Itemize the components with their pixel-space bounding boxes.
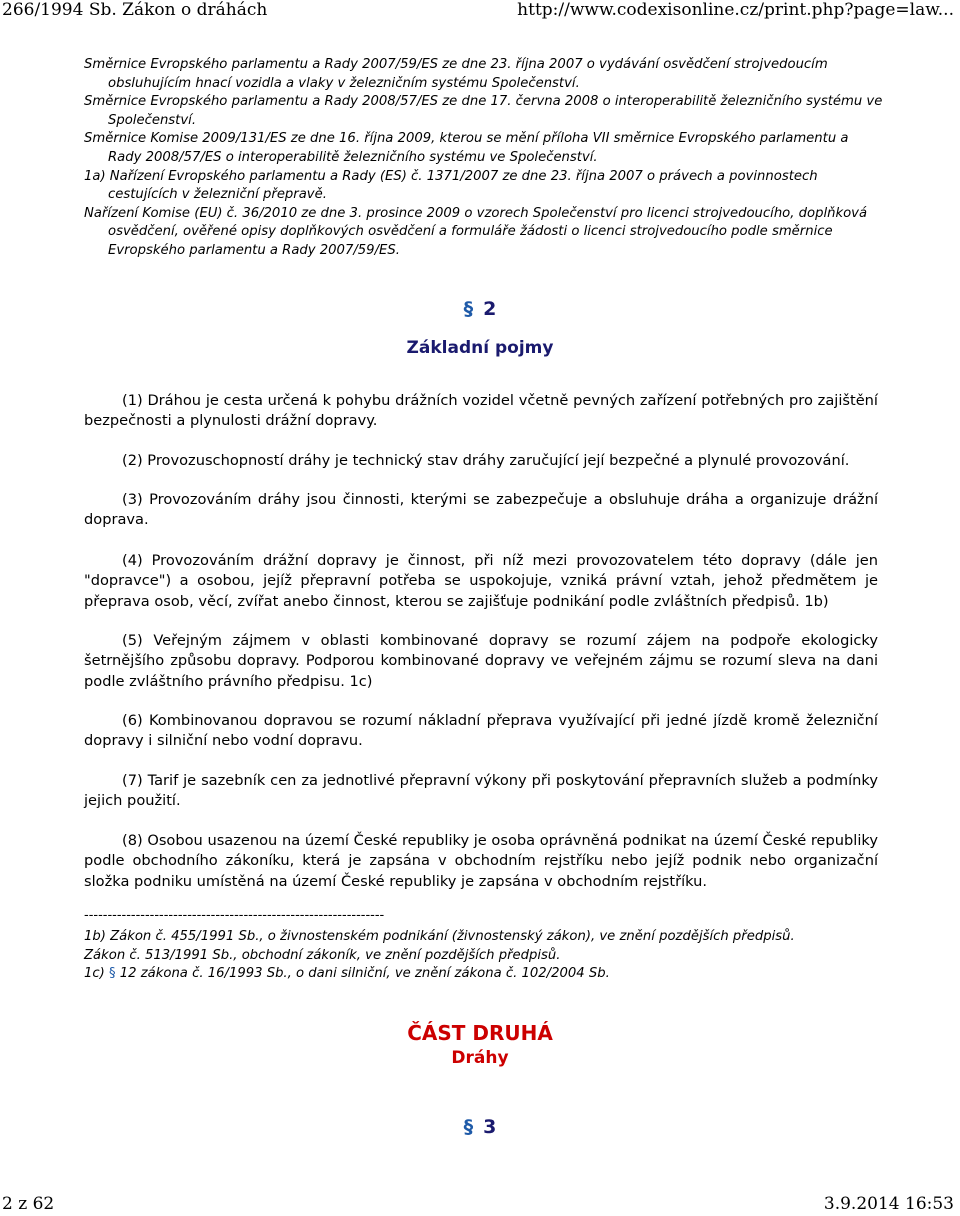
paragraph-2: (2) Provozuschopností dráhy je technický stav dráhy zaručující její bezpečné a plynulé provozování.	[122, 452, 850, 469]
reference-item: 1a) Nařízení Evropského parlamentu a Rady (ES) č. 1371/2007 ze dne 23. října 2007 o právech a povinnostech cestujících v železniční přepravě.	[84, 168, 818, 203]
references-list	[84, 56, 884, 261]
paragraph-5: (5) Veřejným zájmem v oblasti kombinované dopravy se rozumí zájem na podpoře ekologicky šetrnějšího způsobu dopravy. Podporou kombinované dopravy ve veřejném zájmu se rozumí sleva na dani podle zvláštního právního předpisu. 1c)	[84, 632, 878, 690]
print-page-count: 2 z 62	[2, 1194, 55, 1214]
footnotes-list	[84, 928, 884, 984]
footnote-text: 12 zákona č. 16/1993 Sb., o dani silniční, ve znění zákona č. 102/2004 Sb.	[115, 966, 610, 982]
paragraph-7: (7) Tarif je sazebník cen za jednotlivé přepravní výkony při poskytování přepravních služeb a podmínky jejich použití.	[84, 772, 878, 810]
section-symbol: §	[108, 966, 116, 982]
section-number: 2	[483, 298, 497, 320]
footnote-item	[84, 965, 884, 984]
footnote-separator: ----------------------------------------------------------------	[84, 908, 385, 923]
reference-item: Nařízení Komise (EU) č. 36/2010 ze dne 3. prosince 2009 o vzorech Společenství pro licenci strojvedoucího, doplňková osvědčení, ověřené opisy doplňkových osvědčení a formuláře žádosti o licenci strojvedoucího podle směrnice Evropského parlamentu a Rady 2007/59/ES.	[84, 205, 868, 258]
section-symbol: §	[463, 298, 474, 320]
reference-item: Směrnice Evropského parlamentu a Rady 2008/57/ES ze dne 17. června 2008 o interoperabilitě železničního systému ve Společenství.	[84, 94, 883, 128]
part-subtitle: Dráhy	[451, 1048, 509, 1068]
paragraph-3: (3) Provozováním dráhy jsou činnosti, kterými se zabezpečuje a obsluhuje dráha a organizuje drážní doprava.	[84, 491, 878, 529]
print-header-url: http://www.codexisonline.cz/print.php?page=law...	[517, 0, 954, 20]
paragraph-8: (8) Osobou usazenou na území České republiky je osoba oprávněná podnikat na území České republiky podle obchodního zákoníku, která je zapsána v obchodním rejstříku nebo jejíž podnik nebo organizační složka podniku umístěná na území České republiky je zapsána v obchodním rejstříku.	[84, 832, 878, 890]
section-symbol: §	[463, 1116, 474, 1138]
browser-print-footer	[0, 1194, 960, 1216]
print-timestamp: 3.9.2014 16:53	[823, 1194, 954, 1214]
footnote-prefix: 1c)	[84, 966, 109, 982]
paragraph-1: (1) Dráhou je cesta určená k pohybu drážních vozidel včetně pevných zařízení potřebných pro zajištění bezpečnosti a plynulosti drážní dopravy.	[84, 392, 878, 430]
print-header-title: 266/1994 Sb. Zákon o dráhách	[2, 0, 268, 20]
section-2-mark	[0, 298, 960, 320]
part-title: ČÁST DRUHÁ	[407, 1021, 553, 1045]
paragraph-6: (6) Kombinovanou dopravou se rozumí nákladní přeprava využívající při jedné jízdě kromě železniční dopravy i silniční nebo vodní dopravu.	[84, 712, 878, 750]
section-3-mark	[0, 1116, 960, 1138]
reference-item: Směrnice Komise 2009/131/ES ze dne 16. října 2009, kterou se mění příloha VII směrnice Evropského parlamentu a Rady 2008/57/ES o interoperabilitě železničního systému ve Společenství.	[84, 131, 849, 165]
reference-item: Směrnice Evropského parlamentu a Rady 2007/59/ES ze dne 23. října 2007 o vydávání osvědčení strojvedoucím obsluhujícím hnací vozidla a vlaky v železničním systému Společenství.	[84, 57, 828, 91]
browser-print-header	[0, 0, 960, 22]
footnote-item: 1b) Zákon č. 455/1991 Sb., o živnostenském podnikání (živnostenský zákon), ve znění pozdějších předpisů.	[84, 929, 795, 944]
footnote-item: Zákon č. 513/1991 Sb., obchodní zákoník, ve znění pozdějších předpisů.	[84, 947, 561, 963]
section-2-heading: Základní pojmy	[406, 338, 554, 358]
section-number: 3	[483, 1116, 497, 1138]
paragraph-4: (4) Provozováním drážní dopravy je činnost, při níž mezi provozovatelem této dopravy (dále jen "dopravce") a osobou, jejíž přepravní potřeba se uspokojuje, vzniká právní vztah, jehož předmětem je přeprava osob, věcí, zvířat anebo činnost, kterou se zajišťuje podnikání podle zvláštních předpisů. 1b)	[84, 552, 878, 610]
